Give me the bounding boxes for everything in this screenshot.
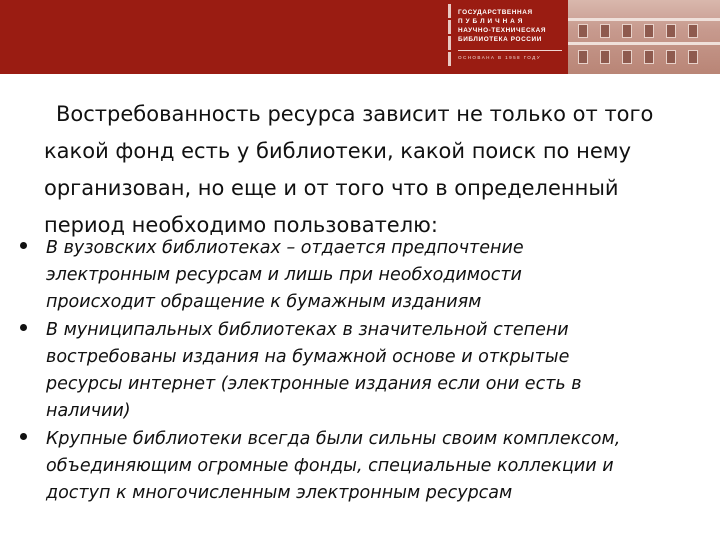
bullet-list: [20, 235, 710, 508]
bullet-line: В вузовских библиотеках – отдается предпочтение: [46, 238, 524, 258]
list-item: [20, 235, 710, 316]
bullet-dot-icon: [20, 433, 27, 440]
intro-line: Востребованность ресурса зависит не только от того: [56, 102, 654, 126]
bullet-line: востребованы издания на бумажной основе и открытые: [46, 347, 570, 367]
bullet-line: Крупные библиотеки всегда были сильны своим комплексом,: [46, 429, 621, 449]
list-item: [20, 317, 710, 425]
header-divider: [458, 50, 562, 51]
building-photo: [568, 0, 720, 74]
bullet-line: ресурсы интернет (электронные издания если они есть в: [46, 374, 582, 394]
library-name-line: НАУЧНО-ТЕХНИЧЕСКАЯ: [458, 27, 547, 34]
bullet-line: В муниципальных библиотеках в значительной степени: [46, 320, 569, 340]
bullet-line: доступ к многочисленным электронным ресурсам: [46, 483, 513, 503]
library-name-line: П У Б Л И Ч Н А Я: [458, 18, 523, 25]
library-name: [458, 8, 566, 44]
intro-line: какой фонд есть у библиотеки, какой поиск по нему: [44, 139, 632, 163]
bullet-line: электронным ресурсам и лишь при необходимости: [46, 265, 522, 285]
header-banner: [0, 0, 720, 74]
library-name-line: БИБЛИОТЕКА РОССИИ: [458, 36, 542, 43]
intro-line: организован, но еще и от того что в определенный: [44, 176, 619, 200]
library-founded: ОСНОВАНА В 1958 ГОДУ: [458, 55, 542, 60]
bullet-line: происходит обращение к бумажным изданиям: [46, 292, 482, 312]
bullet-line: объединяющим огромные фонды, специальные коллекции и: [46, 456, 614, 476]
intro-paragraph: [44, 96, 704, 244]
library-name-line: ГОСУДАРСТВЕННАЯ: [458, 9, 533, 16]
bullet-dot-icon: [20, 242, 27, 249]
intro-line: период необходимо пользователю:: [44, 213, 438, 237]
list-item: [20, 426, 710, 507]
bullet-line: наличии): [46, 401, 131, 421]
bullet-dot-icon: [20, 324, 27, 331]
library-emblem-icon: [448, 4, 452, 66]
